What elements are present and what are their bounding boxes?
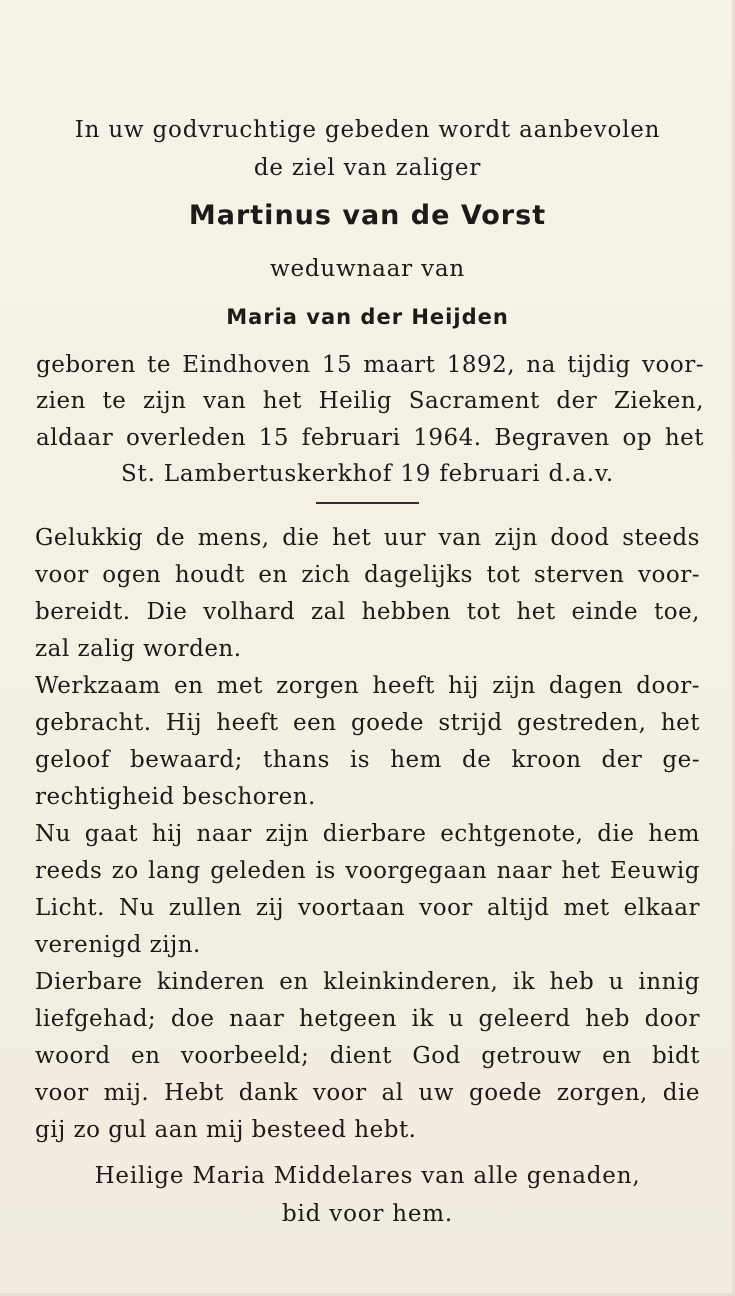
intro-line-2: de ziel van zaliger	[253, 155, 482, 181]
text-line-13: Dierbare kinderen en kleinkinderen, ik heb u innig	[35, 969, 700, 995]
text-line-11: Licht. Nu zullen zij voortaan voor altijd met elkaar	[35, 895, 700, 921]
text-line-9: Nu gaat hij naar zijn dierbare echtgenote, die hem	[35, 821, 700, 847]
text-line-15: woord en voorbeeld; dient God getrouw en bidt	[35, 1043, 700, 1069]
prayer-line-2: bid voor hem.	[281, 1201, 454, 1227]
spouse-name: Maria van der Heijden	[226, 305, 509, 329]
biography-line-2: zien te zijn van het Heilig Sacrament der Zieken,	[36, 388, 704, 414]
biography-line-3: aldaar overleden 15 februari 1964. Begraven op het	[36, 425, 704, 451]
text-line-2: voor ogen houdt en zich dagelijks tot sterven voor-	[35, 562, 700, 588]
text-line-6: gebracht. Hij heeft een goede strijd gestreden, het	[35, 710, 700, 736]
text-line-17: gij zo gul aan mij besteed hebt.	[35, 1117, 417, 1143]
text-line-5: Werkzaam en met zorgen heeft hij zijn dagen door-	[35, 673, 700, 699]
biography-line-1: geboren te Eindhoven 15 maart 1892, na tijdig voor-	[36, 352, 704, 378]
text-line-1: Gelukkig de mens, die het uur van zijn dood steeds	[35, 525, 700, 551]
text-line-3: bereidt. Die volhard zal hebben tot het einde toe,	[35, 599, 700, 625]
biography-line-4: St. Lambertuskerkhof 19 februari d.a.v.	[120, 461, 614, 487]
text-line-10: reeds zo lang geleden is voorgegaan naar het Eeuwig	[35, 858, 700, 884]
relation-text: weduwnaar van	[270, 256, 465, 282]
text-line-14: liefgehad; doe naar hetgeen ik u geleerd heb door	[35, 1006, 700, 1032]
prayer-line-1: Heilige Maria Middelares van alle genaden,	[94, 1163, 641, 1189]
text-line-8: rechtigheid beschoren.	[35, 784, 316, 810]
text-line-4: zal zalig worden.	[35, 636, 242, 662]
intro-line-1: In uw godvruchtige gebeden wordt aanbevolen	[74, 117, 661, 143]
text-line-16: voor mij. Hebt dank voor al uw goede zorgen, die	[35, 1080, 700, 1106]
text-line-12: verenigd zijn.	[35, 932, 201, 958]
deceased-name: Martinus van de Vorst	[188, 200, 547, 231]
text-line-7: geloof bewaard; thans is hem de kroon der ge-	[35, 747, 700, 773]
divider-rule	[316, 502, 419, 504]
